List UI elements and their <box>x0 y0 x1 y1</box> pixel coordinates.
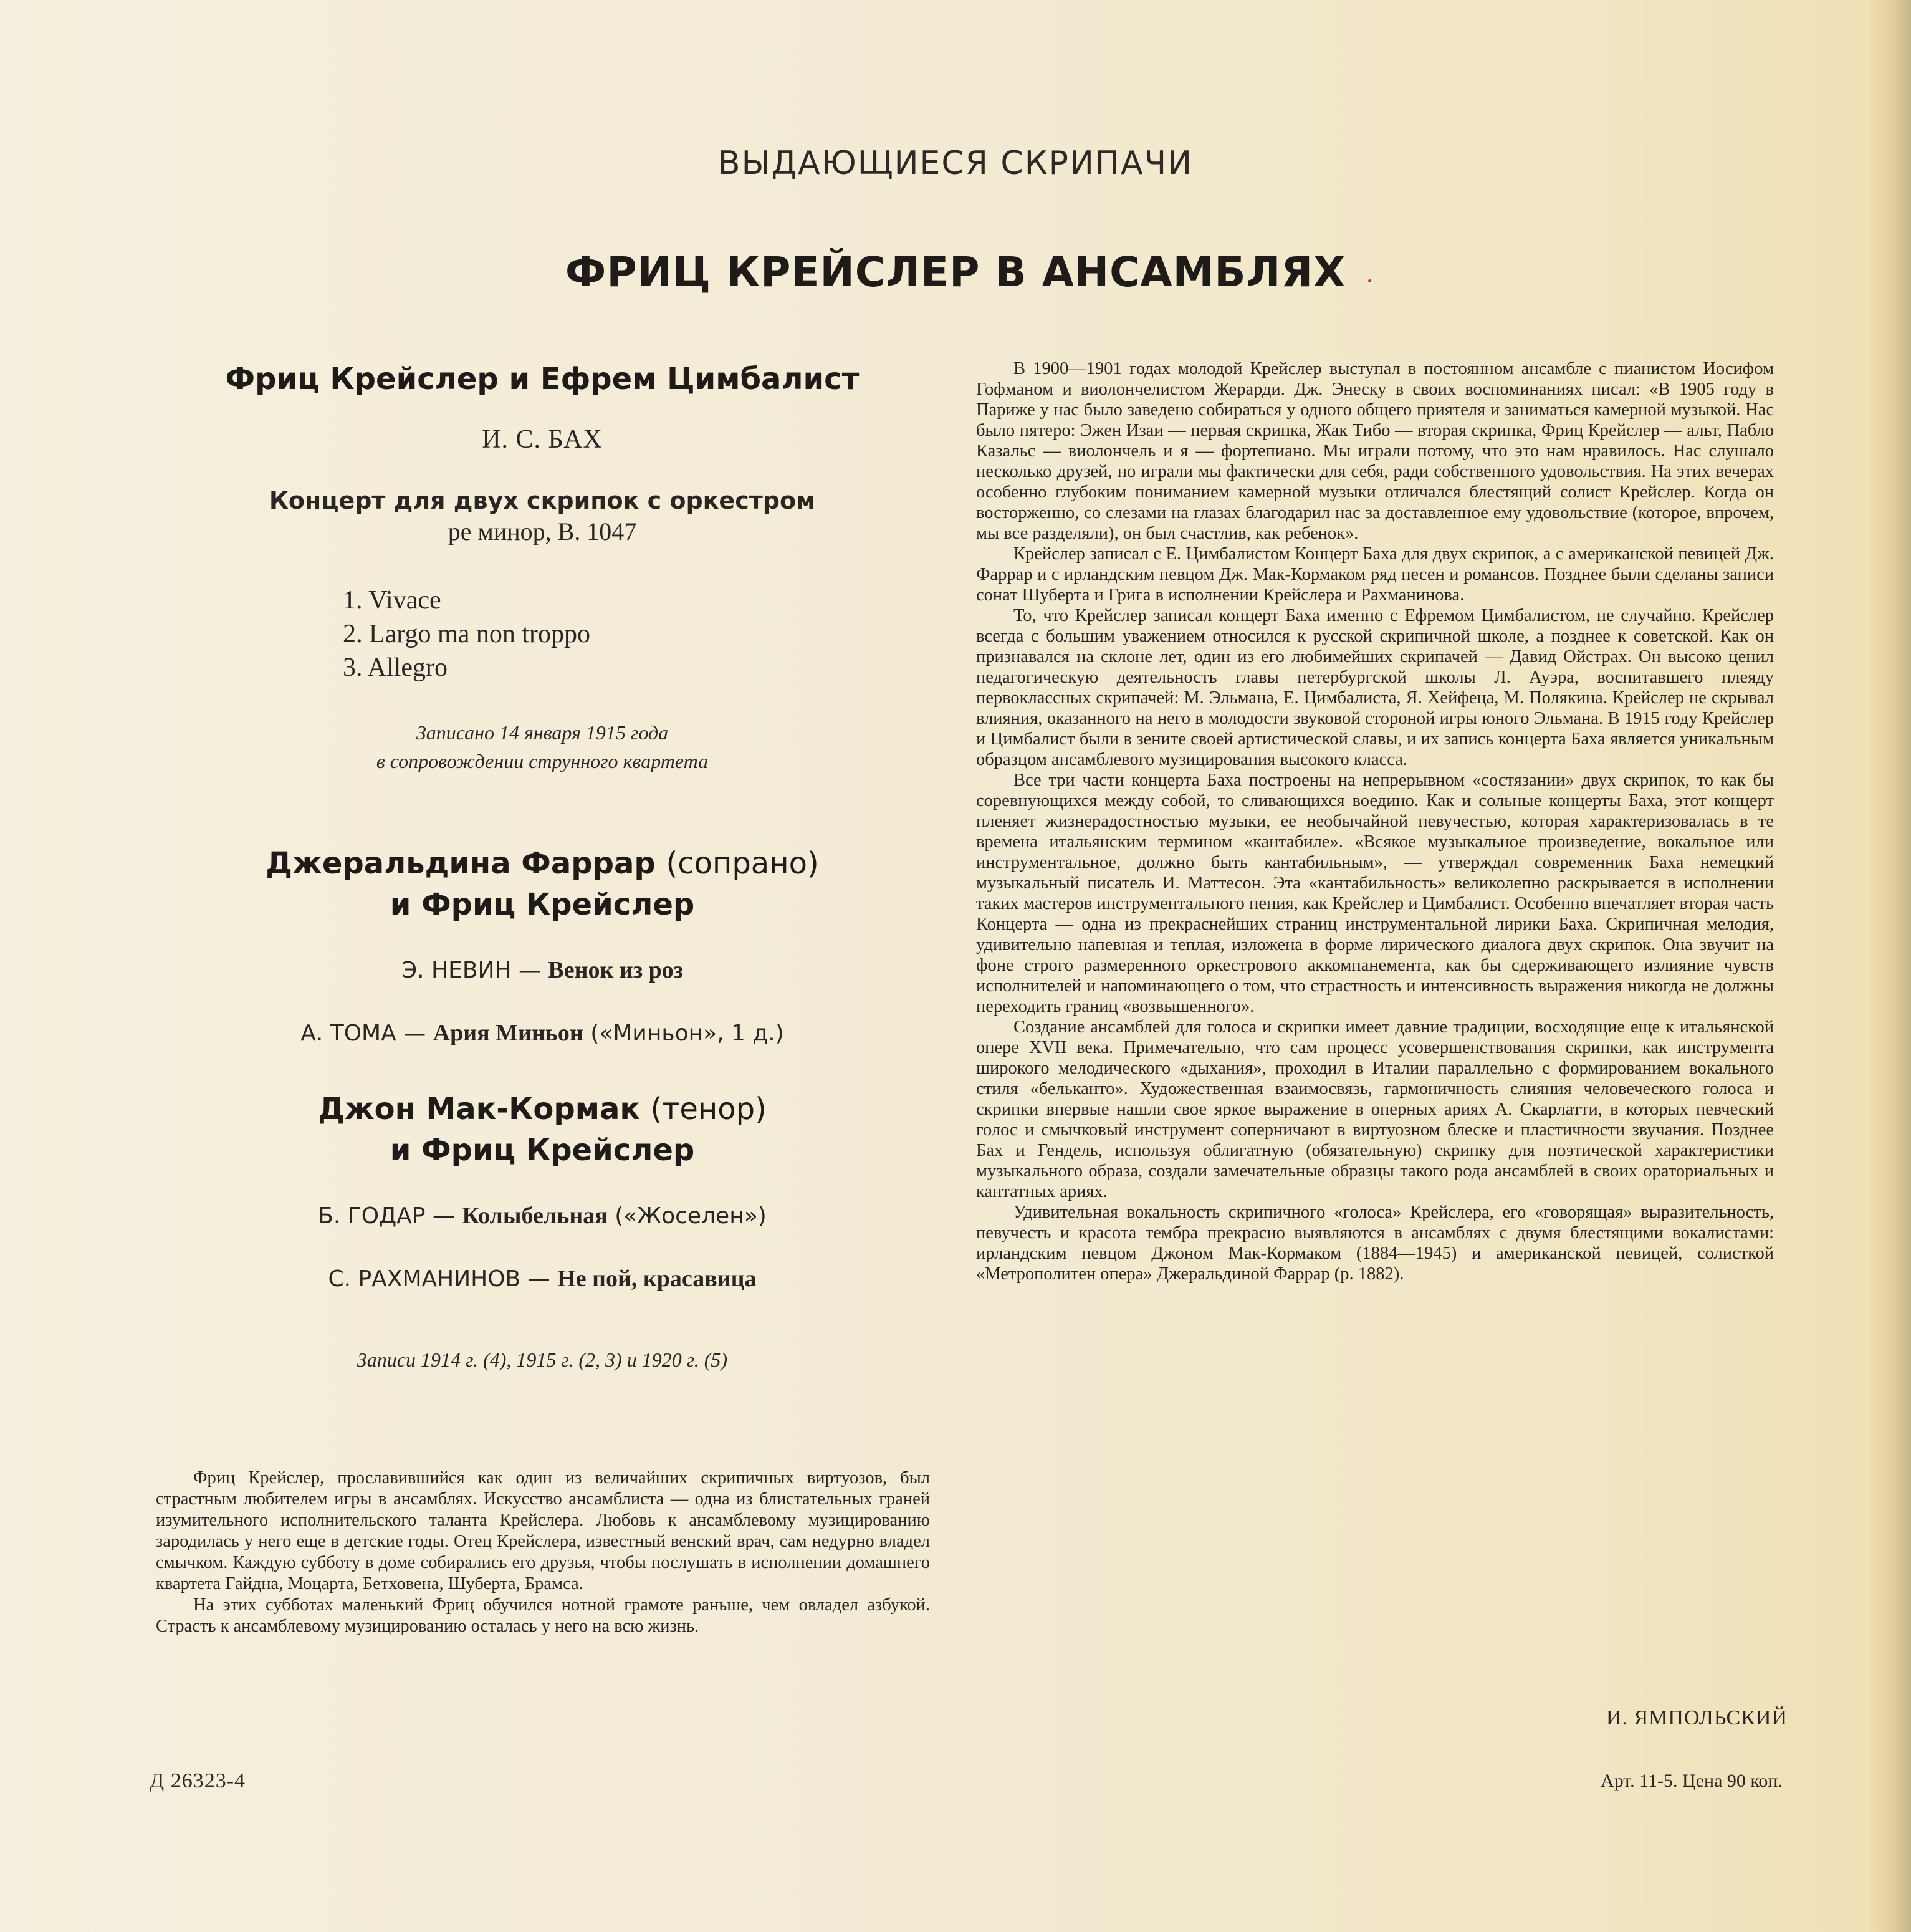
paragraph: Создание ансамблей для голоса и скрипки имеет давние традиции, восходящие еще к итальянской опере XVII века. Примечательно, что сам процесс усовершенствования скрипки, как инструмента широкого мелодического «дыхания», проходил в Италии параллельно с формированием вокального стиля «бельканто». Художественная взаимосвязь, гармоничность слияния человеческого голоса и скрипки впервые нашли свое яркое выражение в оперных ариях А. Скарлатти, в которых певческий голос и смычковый инструмент соперничают в виртуозном блеске и пластичности звучания. Позднее Бах и Гендель, используя облигатную (обязательную) скрипку для поэтической характеристики музыкального образа, создали замечательные образцы такого рода ансамблей в своих ораториальных и кантатных ариях. <box>976 1017 1774 1201</box>
song-title: Венок из роз <box>548 957 683 983</box>
series-title: ВЫДАЮЩИЕСЯ СКРИПАЧИ <box>717 145 1194 182</box>
recordings-note: Записи 1914 г. (4), 1915 г. (2, 3) и 1920 г. (5) <box>357 1348 728 1371</box>
performers-heading: Фриц Крейслер и Ефрем Цимбалист <box>225 362 860 396</box>
song-entry <box>150 1018 935 1049</box>
price-label: Арт. 11-5. Цена 90 коп. <box>1601 1771 1783 1791</box>
recording-note-line: в сопровождении струнного квартета <box>376 750 709 772</box>
performer-role: (тенор) <box>650 1092 767 1127</box>
performers-heading <box>150 843 935 884</box>
movement-item: 3. Allegro <box>343 653 448 682</box>
song-title: Ария Миньон <box>433 1020 583 1046</box>
song-composer: С. РАХМАНИНОВ — <box>328 1266 550 1292</box>
paragraph: В 1900—1901 годах молодой Крейслер выступал в постоянном ансамбле с пианистом Иосифом Гофманом и виолончелистом Жерарди. Дж. Энеску в своих воспоминаниях писал: «В 1905 году в Париже у нас было заведено собираться у одного общего приятеля и заниматься камерной музыкой. Нас было пятеро: Эжен Изаи — первая скрипка, Жак Тибо — вторая скрипка, Фриц Крейслер — альт, Пабло Казальс — виолончель и я — фортепиано. Мы играли потому, что это нам нравилось. Нас слушало несколько друзей, но играли мы фактически для себя, ради собственного удовольствия. На этих вечерах особенно глубоким пониманием камерной музыки отличался блестящий солист Крейслер. Когда он восторженно, со слезами на глазах благодарил нас за доставленное ему удовольствие (которое, впрочем, мы все разделяли), он был счастлив, как ребенок». <box>976 359 1774 543</box>
work-title: Концерт для двух скрипок с оркестром <box>269 487 816 514</box>
performers-heading-line2: и Фриц Крейслер <box>390 1133 695 1168</box>
performers-heading <box>150 1089 935 1130</box>
song-entry <box>150 1201 935 1231</box>
paragraph: Все три части концерта Баха построены на непрерывном «состязании» двух скрипок, то как бы соревнующихся между собой, то сливающихся воедино. Как и сольные концерты Баха, этот концерт пленяет жизнерадостностью музыки, ее необычайной певучестью, которая характеризовалась в те времена итальянским термином «кантабиле». «Всякое музыкальное произведение, вокальное или инструментальное, должно быть кантабильным», — утверждал современник Баха немецкий музыкальный писатель И. Маттесон. Эта «кантабильность» великолепно раскрывается в исполнении таких мастеров инструментального пения, как Крейслер и Цимбалист. Особенно впечатляет вторая часть Концерта — одна из прекраснейших страниц инструментальной лирики Баха. Скрипичная мелодия, удивительно напевная и теплая, изложена в форме лирического диалога двух скрипок. Она звучит на фоне строго размеренного оркестрового аккомпанемента, как бы сдерживающего излияние чувств исполнителей и напоминающего о том, что страстность и интенсивность выражения никогда не должны переходить границ «возвышенного». <box>976 771 1774 1016</box>
work-key: ре минор, В. 1047 <box>448 517 637 545</box>
song-source: («Миньон», 1 д.) <box>590 1021 784 1046</box>
performer-name: Джон Мак-Кормак <box>318 1092 640 1127</box>
song-composer: Э. НЕВИН — <box>401 958 541 983</box>
paragraph: Крейслер записал с Е. Цимбалистом Концерт Баха для двух скрипок, а с американской певицей Дж. Фаррар и с ирландским певцом Дж. Мак-Кормаком ряд песен и романсов. Позднее были сделаны записи сонат Шуберта и Грига в исполнении Крейслера и Рахманинова. <box>976 544 1774 605</box>
section-mccormack <box>150 1089 935 1374</box>
song-entry <box>150 1264 935 1294</box>
song-source: («Жоселен») <box>615 1203 767 1229</box>
movement-list <box>343 584 935 685</box>
essay-column <box>976 358 1774 1284</box>
song-entry <box>150 955 935 986</box>
recording-note <box>150 718 935 776</box>
paragraph: На этих субботах маленький Фриц обучился нотной грамоте раньше, чем овладел азбукой. Страсть к ансамблевому музицированию осталась у него на всю жизнь. <box>156 1595 930 1636</box>
song-title: Колыбельная <box>462 1203 608 1229</box>
performers-heading-line2: и Фриц Крейслер <box>390 887 695 922</box>
left-column <box>150 358 935 1637</box>
recording-note-line: Записано 14 января 1915 года <box>416 721 669 744</box>
essay-text <box>976 358 1774 1284</box>
paragraph: Удивительная вокальность скрипичного «голоса» Крейслера, его «говорящая» выразительность, певучесть и красота тембра прекрасно выявляются в ансамблях с двумя блестящими вокалистами: ирландским певцом Джоном Мак-Кормаком (1884—1945) и американской певицей, солисткой «Метрополитен опера» Джеральдиной Фаррар (р. 1882). <box>976 1203 1774 1284</box>
song-composer: Б. ГОДАР — <box>318 1203 455 1229</box>
catalog-number: Д 26323-4 <box>150 1769 246 1792</box>
paragraph: Фриц Крейслер, прославившийся как один из величайших скрипичных виртуозов, был страстным любителем игры в ансамблях. Искусство ансамблиста — одна из блистательных граней изумительного исполнительского таланта Крейслера. Любовь к ансамблевому музицированию зародилась у него еще в детские годы. Отец Крейслера, известный венский врач, сам недурно владел смычком. Каждую субботу в доме собирались его друзья, чтобы послушать в исполнении домашнего квартета Гайдна, Моцарта, Бетховена, Шуберта, Брамса. <box>156 1468 930 1593</box>
author-signature: И. ЯМПОЛЬСКИЙ <box>1606 1706 1788 1729</box>
performer-role: (сопрано) <box>666 846 819 881</box>
composer-name: И. С. БАХ <box>482 425 603 454</box>
movement-item: 1. Vivace <box>343 586 441 615</box>
performer-name: Джеральдина Фаррар <box>266 846 656 881</box>
section-bach-concerto <box>150 358 935 546</box>
album-title: ФРИЦ КРЕЙСЛЕР В АНСАМБЛЯХ <box>565 248 1346 296</box>
song-title: Не пой, красавица <box>557 1266 757 1292</box>
biography-text <box>156 1468 930 1637</box>
song-composer: А. ТОМА — <box>300 1021 426 1046</box>
paragraph: То, что Крейслер записал концерт Баха именно с Ефремом Цимбалистом, не случайно. Крейслер всегда с большим уважением относился к русской скрипичной школе, а позднее к советской. Как он признавался на склоне лет, один из его любимейших скрипачей — Давид Ойстрах. Он высоко ценил педагогическую деятельность главы петербургской школы Л. Ауэра, воспитавшего плеяду первоклассных скрипачей: М. Эльмана, Е. Цимбалиста, Я. Хейфеца, М. Полякина. Крейслер не скрывал влияния, оказанного на него в молодости звуковой стороной игры юного Эльмана. В 1915 году Крейслер и Цимбалист были в зените своей артистической славы, и их запись концерта Баха является уникальным образцом ансамблевого музицирования высокого класса. <box>976 606 1774 769</box>
section-farrar <box>150 843 935 1049</box>
movement-item: 2. Largo ma non troppo <box>343 620 590 648</box>
